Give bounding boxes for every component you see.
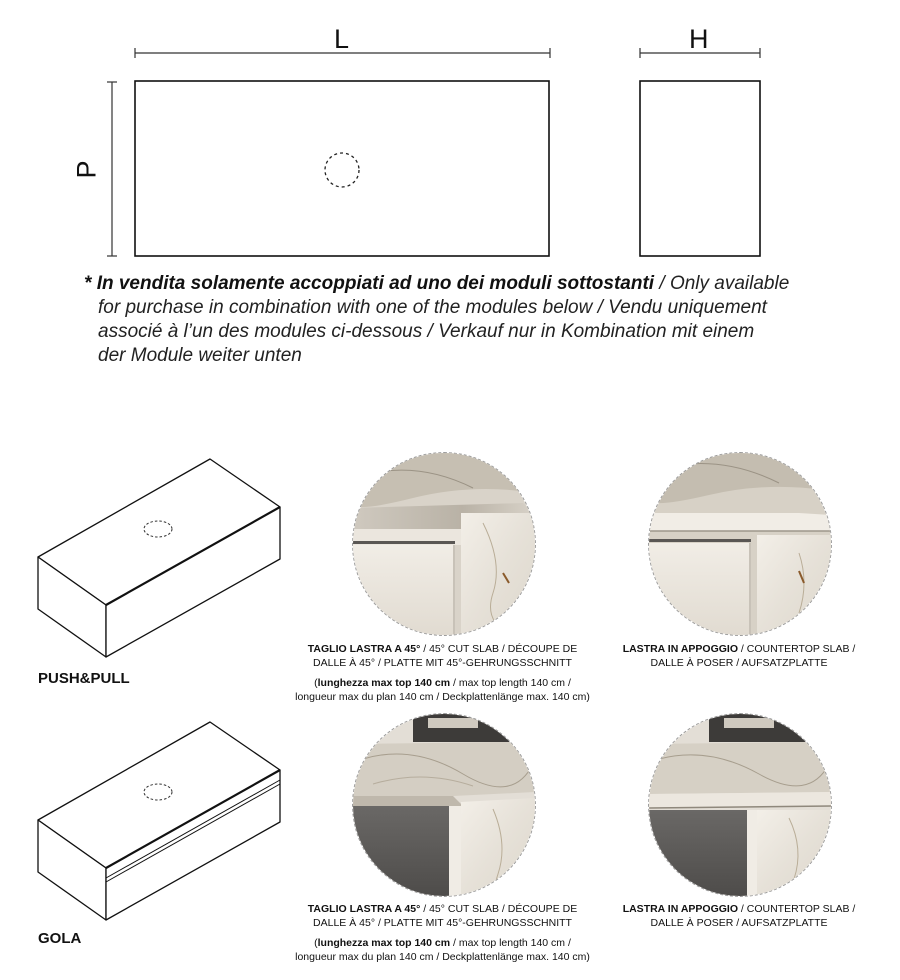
height-label: H [689, 24, 709, 54]
note-french: Vendu uniquement [608, 297, 767, 318]
countertop-slab-caption-gola: LASTRA IN APPOGGIO / COUNTERTOP SLAB / DALLE À POSER / AUFSATZPLATTE [622, 903, 856, 929]
countertop-slab-detail-photo [648, 452, 832, 636]
countertop-slab-caption-push-pull: LASTRA IN APPOGGIO / COUNTERTOP SLAB / DALLE À POSER / AUFSATZPLATTE [622, 643, 856, 669]
availability-note: * In vendita solamente accoppiati ad uno dei moduli sottostanti / Only available for purchase in combination with one of the modules below / Vendu uniquement associé à l’un des modules ci-dessous / Verkauf nur in Kombination mit einem der Module weiter unten [84, 273, 790, 366]
module-label-gola: GOLA [38, 930, 82, 947]
cut-slab-detail-photo-gola [352, 713, 536, 897]
countertop-slab-detail-photo-gola [648, 713, 832, 897]
depth-dimension-line [107, 82, 117, 256]
module-label-push-pull: PUSH&PULL [38, 670, 130, 687]
note-english: Only available [669, 273, 790, 294]
cut-slab-detail-photo [352, 452, 536, 636]
top-plan-rectangle [135, 81, 549, 256]
length-label: L [334, 24, 350, 54]
side-view-rectangle [640, 81, 760, 256]
cut-slab-caption-push-pull: TAGLIO LASTRA A 45° / 45° CUT SLAB / DÉCOUPE DE DALLE À 45° / PLATTE MIT 45°-GEHRUNGSSCHNITT (lunghezza max top 140 cm / max top length 140 cm / longueur max du plan 140 cm / Deckplattenlänge max. 140 cm) [295, 643, 590, 703]
gola-cabinet-drawing [30, 718, 290, 928]
top-dimension-drawing [0, 0, 900, 270]
sink-hole-outline [325, 153, 359, 187]
depth-label: P [71, 160, 102, 179]
cut-slab-caption-gola: TAGLIO LASTRA A 45° / 45° CUT SLAB / DÉCOUPE DE DALLE À 45° / PLATTE MIT 45°-GEHRUNGSSCHNITT (lunghezza max top 140 cm / max top length 140 cm / longueur max du plan 140 cm / Deckplattenlänge max. 140 cm) [295, 903, 590, 963]
note-italian: In vendita solamente accoppiati ad uno dei moduli sottostanti [96, 273, 655, 294]
push-pull-cabinet-drawing [30, 455, 290, 665]
note-german: Verkauf nur in Kombination mit einem [438, 321, 755, 342]
